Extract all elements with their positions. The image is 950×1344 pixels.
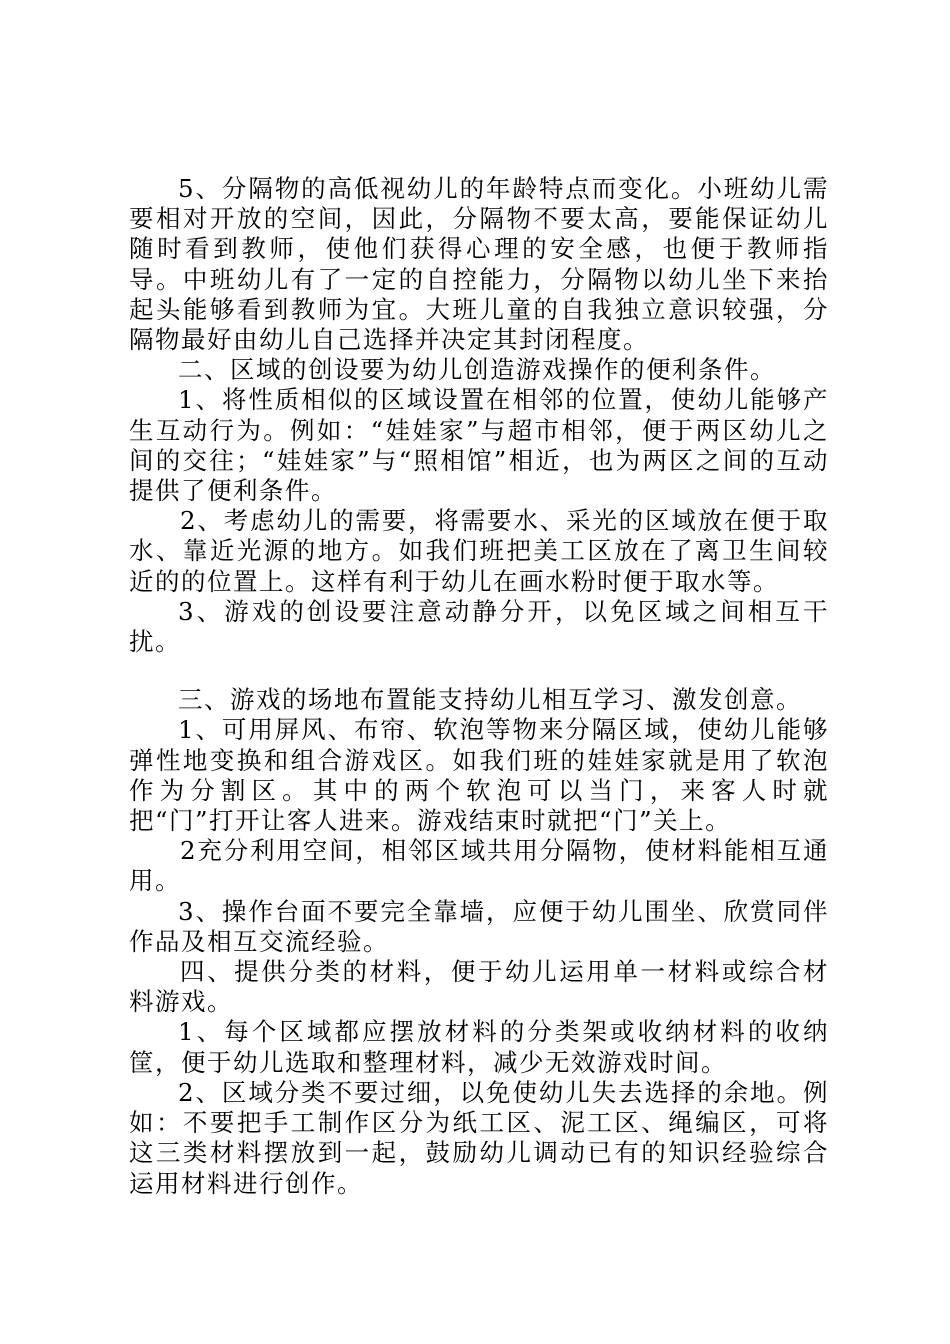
paragraph-4-1: 1、每个区域都应摆放材料的分类架或收纳材料的收纳筐，便于幼儿选取和整理材料，减少无效游戏时间。 (129, 1017, 829, 1077)
paragraph-3-1: 1、可用屏风、布帘、软泡等物来分隔区域，使幼儿能够弹性地变换和组合游戏区。如我们班的娃娃家就是用了软泡作为分割区。其中的两个软泡可以当门，来客人时就把“门”打开让客人进来。游戏结束时就把“门”关上。 (129, 715, 829, 836)
section-heading-4: 四、提供分类的材料，便于幼儿运用单一材料或综合材料游戏。 (129, 957, 829, 1017)
document-body (129, 174, 829, 1199)
paragraph-2-1: 1、将性质相似的区域设置在相邻的位置，使幼儿能够产生互动行为。例如：“娃娃家”与超市相邻，便于两区幼儿之间的交往；“娃娃家”与“照相馆”相近，也为两区之间的互动提供了便利条件。 (129, 385, 829, 506)
section-heading-3: 三、游戏的场地布置能支持幼儿相互学习、激发创意。 (178, 685, 802, 715)
paragraph-4-2: 2、区域分类不要过细，以免使幼儿失去选择的余地。例如：不要把手工制作区分为纸工区、泥工区、绳编区，可将这三类材料摆放到一起，鼓励幼儿调动已有的知识经验综合运用材料进行创作。 (129, 1077, 829, 1198)
section-heading-2: 二、区域的创设要为幼儿创造游戏操作的便利条件。 (178, 355, 776, 385)
paragraph-3-3: 3、操作台面不要完全靠墙，应便于幼儿围坐、欣赏同伴作品及相互交流经验。 (129, 896, 829, 956)
blank-line (129, 657, 829, 685)
paragraph-2-3: 3、游戏的创设要注意动静分开，以免区域之间相互干扰。 (129, 596, 829, 657)
paragraph-3-2: 2充分利用空间，相邻区域共用分隔物，使材料能相互通用。 (129, 836, 829, 896)
paragraph-2-2: 2、考虑幼儿的需要，将需要水、采光的区域放在便于取水、靠近光源的地方。如我们班把美工区放在了离卫生间较近的的位置上。这样有利于幼儿在画水粉时便于取水等。 (129, 506, 829, 596)
paragraph-1: 5、分隔物的高低视幼儿的年龄特点而变化。小班幼儿需要相对开放的空间，因此，分隔物不要太高，要能保证幼儿随时看到教师，使他们获得心理的安全感，也便于教师指导。中班幼儿有了一定的自控能力，分隔物以幼儿坐下来抬起头能够看到教师为宜。大班儿童的自我独立意识较强，分隔物最好由幼儿自己选择并决定其封闭程度。 (129, 174, 829, 355)
